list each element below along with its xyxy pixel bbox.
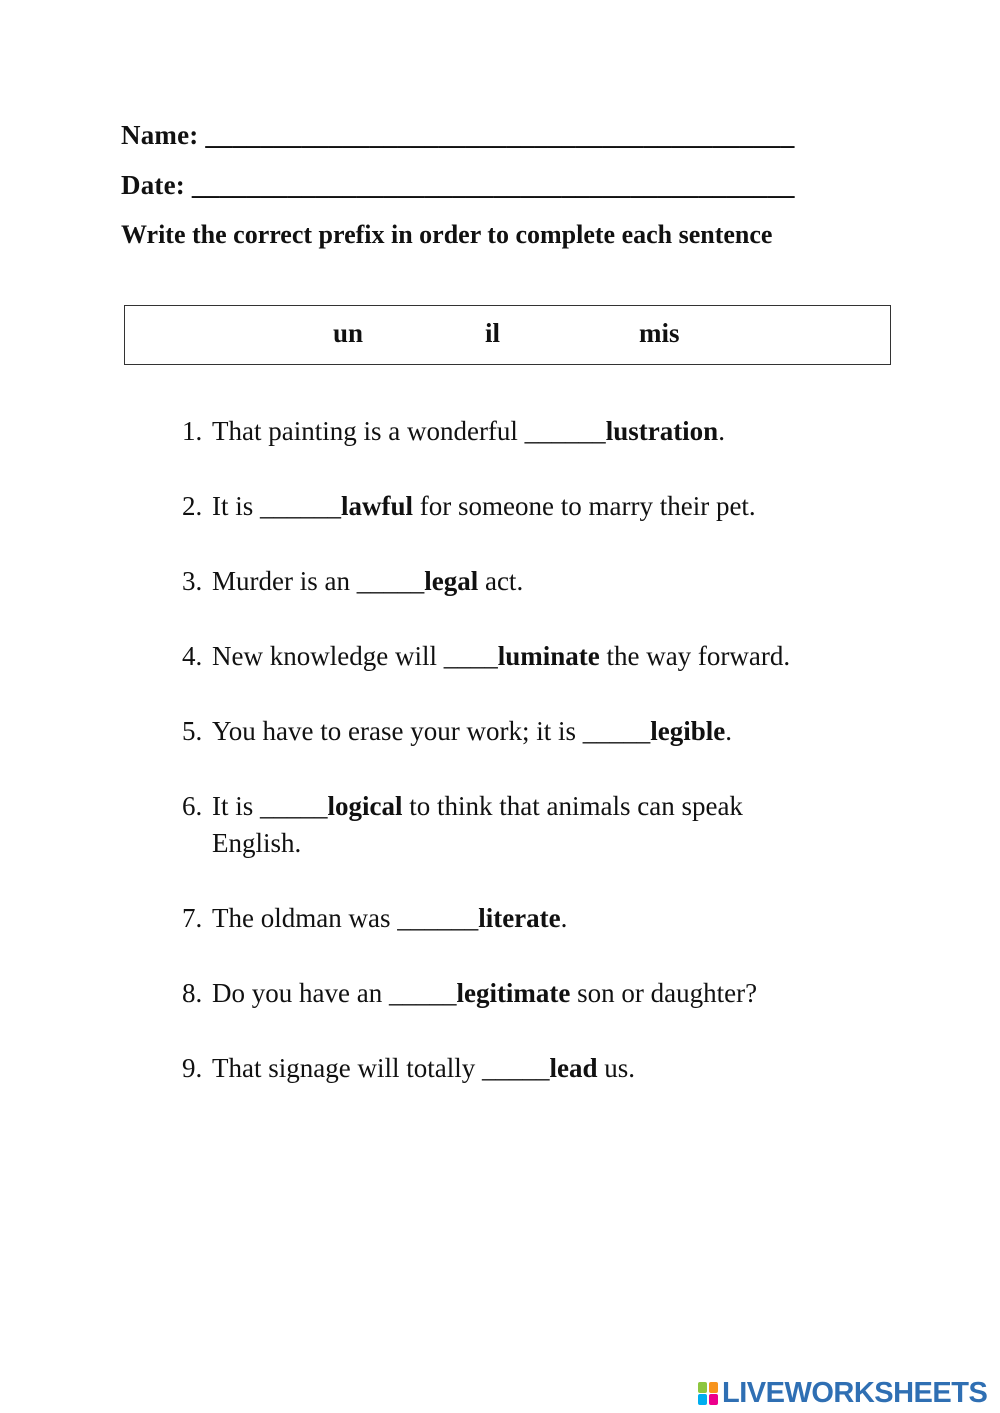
logo-square-2: [709, 1382, 718, 1393]
logo-square-4: [709, 1394, 718, 1405]
question-text-continuation: English.: [212, 828, 302, 858]
question-text: The oldman was ______: [212, 903, 479, 933]
question-text: Do you have an _____: [212, 978, 457, 1008]
question-1: [182, 413, 725, 450]
question-text: That signage will totally _____: [212, 1053, 550, 1083]
question-text-end: .: [725, 716, 732, 746]
question-text: It is ______: [212, 491, 342, 521]
question-8: [182, 975, 757, 1012]
liveworksheets-logo: [698, 1375, 987, 1411]
question-number: 6.: [182, 791, 203, 821]
logo-square-1: [698, 1382, 707, 1393]
prefix-il: il: [485, 318, 501, 348]
root-word: lead: [549, 1053, 598, 1083]
root-word: legible: [650, 716, 726, 746]
question-text-end: us.: [597, 1053, 635, 1083]
question-9: [182, 1050, 635, 1087]
question-4: [182, 638, 790, 675]
question-number: 7.: [182, 903, 203, 933]
instruction-text: Write the correct prefix in order to complete each sentence: [121, 220, 773, 249]
question-number: 8.: [182, 978, 203, 1008]
question-number: 4.: [182, 641, 203, 671]
question-number: 1.: [182, 416, 203, 446]
question-text-end: son or daughter?: [570, 978, 758, 1008]
question-number: 2.: [182, 491, 203, 521]
question-text-end: for someone to marry their pet.: [413, 491, 756, 521]
question-number: 3.: [182, 566, 203, 596]
prefix-un: un: [333, 318, 364, 348]
logo-square-3: [698, 1394, 707, 1405]
question-6: [182, 788, 743, 862]
question-3: [182, 563, 523, 600]
root-word: legitimate: [456, 978, 571, 1008]
question-text: That painting is a wonderful ______: [212, 416, 606, 446]
question-number: 9.: [182, 1053, 203, 1083]
question-text-end: .: [718, 416, 725, 446]
question-text: You have to erase your work; it is _____: [212, 716, 651, 746]
date-field: Date: ____________________________________________: [121, 170, 795, 200]
question-text-end: to think that animals can speak: [402, 791, 743, 821]
root-word: luminate: [497, 641, 600, 671]
question-5: [182, 713, 732, 750]
question-2: [182, 488, 756, 525]
root-word: legal: [424, 566, 479, 596]
liveworksheets-logo-icon: [698, 1380, 720, 1406]
root-word: lustration: [605, 416, 719, 446]
question-text-end: act.: [478, 566, 524, 596]
root-word: logical: [327, 791, 403, 821]
question-number: 5.: [182, 716, 203, 746]
root-word: lawful: [341, 491, 414, 521]
root-word: literate: [478, 903, 561, 933]
question-text-end: .: [560, 903, 568, 933]
liveworksheets-logo-text: LIVEWORKSHEETS: [722, 1376, 988, 1409]
question-text: New knowledge will ____: [212, 641, 498, 671]
question-7: [182, 900, 567, 937]
prefix-word-bank: [124, 305, 891, 365]
name-field: Name: ___________________________________________: [121, 120, 795, 150]
question-text: Murder is an _____: [212, 566, 425, 596]
question-text: It is _____: [212, 791, 328, 821]
prefix-mis: mis: [639, 318, 680, 348]
question-text-end: the way forward.: [599, 641, 791, 671]
